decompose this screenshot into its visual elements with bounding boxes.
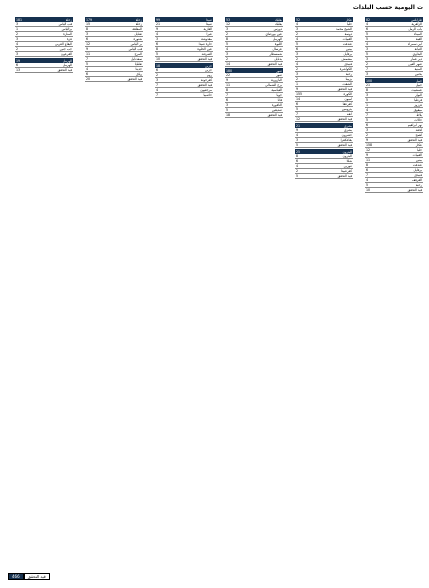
town-count: 14: [296, 97, 301, 101]
town-name: غزة: [66, 37, 72, 41]
town-name: المعلقة: [132, 27, 142, 31]
town-name: ضهر العين: [408, 62, 422, 66]
town-count: 7: [366, 67, 369, 71]
town-name: الميناء: [413, 32, 422, 36]
town-name: بترومين: [341, 107, 352, 111]
town-count: 82: [366, 17, 371, 22]
town-count: 4: [296, 133, 299, 137]
town-count: 2: [366, 62, 369, 66]
town-name: الكورة: [343, 92, 352, 96]
town-count: 12: [226, 22, 231, 26]
town-count: 2: [156, 73, 159, 77]
town-row: [155, 93, 213, 98]
town-name: المرج: [134, 52, 142, 56]
town-count: 3: [16, 22, 19, 26]
town-name: البقاع الغربي: [54, 42, 72, 46]
town-name: مشمش: [341, 57, 352, 61]
town-count: 5: [296, 42, 299, 46]
town-name: الهرمل: [62, 63, 72, 67]
page-title: ت اليومية حسب البلدات: [352, 4, 423, 11]
town-count: 3: [366, 72, 369, 76]
town-count: 6: [296, 159, 299, 163]
town-name: مرجعيون: [200, 88, 212, 92]
town-count: 2: [296, 169, 299, 173]
town-name: جبيل: [415, 83, 422, 87]
town-name: انفه: [346, 112, 352, 116]
town-count: 4: [156, 32, 159, 36]
town-count: 180: [226, 68, 233, 73]
town-count: 3: [156, 78, 159, 82]
town-count: 2: [296, 67, 299, 71]
town-name: سعدنايل: [130, 57, 142, 61]
town-name: الصرفند: [201, 52, 212, 56]
town-count: 10: [156, 57, 161, 61]
town-row: [225, 113, 283, 118]
town-name: دوسة: [344, 32, 352, 36]
town-name: نهر ابراهيم: [407, 123, 422, 127]
town-count: 4: [296, 37, 299, 41]
town-count: 7: [156, 83, 159, 87]
town-count: 53: [226, 17, 231, 22]
town-count: 1: [16, 27, 19, 31]
town-count: 4: [156, 88, 159, 92]
town-count: 6: [16, 63, 19, 67]
town-count: 2: [226, 57, 229, 61]
town-name: قيد التحقق: [407, 138, 422, 142]
town-count: 7: [296, 112, 299, 116]
town-count: 3: [366, 128, 369, 132]
town-count: 7: [366, 113, 369, 117]
town-count: 179: [86, 17, 93, 22]
town-name: زحلة: [65, 17, 72, 22]
town-count: 9: [156, 27, 159, 31]
town-count: 100: [366, 78, 373, 83]
town-name: قيد التحقق: [337, 117, 352, 121]
town-name: قيد التحقق: [57, 68, 72, 72]
town-count: 4: [16, 42, 19, 46]
town-name: القبيات: [342, 37, 352, 41]
town-count: 6: [366, 27, 369, 31]
town-name: روم: [206, 73, 212, 77]
town-name: كفرعبيدا: [340, 169, 352, 173]
town-count: 7: [156, 93, 159, 97]
town-name: شمسطار: [269, 52, 282, 56]
town-count: 10: [366, 188, 371, 192]
town-name: رحبة: [345, 72, 352, 76]
town-count: 7: [86, 57, 89, 61]
town-count: 11: [226, 83, 231, 87]
town-count: 1: [366, 103, 369, 107]
town-count: 3: [156, 37, 159, 41]
town-count: 18: [156, 63, 161, 68]
town-name: فنيدق: [414, 173, 422, 177]
town-name: حلبا: [417, 148, 422, 152]
town-name: قيد التحقق: [337, 143, 352, 147]
town-count: 9: [366, 153, 369, 157]
town-count: 6: [296, 102, 299, 106]
town-count: 6: [156, 42, 159, 46]
town-row: [365, 72, 423, 77]
town-name: دير عمار: [410, 57, 422, 61]
town-name: لحفد: [415, 128, 422, 132]
town-count: 9: [226, 78, 229, 82]
town-name: برقايل: [343, 52, 352, 56]
town-name: ابي سمراء: [407, 42, 422, 46]
town-count: 3: [296, 27, 299, 31]
town-name: طرابلس: [410, 17, 422, 22]
town-name: المنية: [414, 67, 422, 71]
town-name: الهرمل: [272, 37, 282, 41]
town-count: 9: [296, 87, 299, 91]
town-name: قيد التحقق: [197, 57, 212, 61]
town-name: ببنين: [415, 158, 422, 162]
town-count: 3: [366, 57, 369, 61]
town-name: قيد التحقق: [407, 188, 422, 192]
town-count: 3: [296, 52, 299, 56]
town-name: عكار: [345, 17, 352, 22]
town-name: برج الشمالي: [265, 83, 282, 87]
town-name: التبانة: [414, 47, 422, 51]
town-name: رحبة: [415, 183, 422, 187]
town-count: 14: [226, 62, 231, 66]
town-count: 8: [226, 37, 229, 41]
town-count: 9: [296, 128, 299, 132]
town-count: 5: [366, 118, 369, 122]
town-name: البوار: [415, 93, 422, 97]
town-count: 155: [296, 92, 303, 96]
town-name: شتورة: [133, 37, 142, 41]
town-count: 22: [226, 73, 231, 77]
town-count: 8: [156, 47, 159, 51]
town-name: جديتا: [135, 67, 142, 71]
town-name: زحلة: [135, 22, 142, 26]
town-name: البترون: [342, 154, 352, 158]
town-name: بر الياس: [130, 42, 142, 46]
town-name: ببنين: [345, 47, 352, 51]
town-name: تعلبايا: [134, 62, 142, 66]
town-row: [15, 52, 73, 57]
town-count: 99: [156, 17, 161, 22]
town-name: صيدا: [205, 22, 212, 26]
town-name: الزاهرية: [411, 22, 422, 26]
town-count: 4: [366, 22, 369, 26]
town-name: فنيدق: [344, 62, 352, 66]
town-count: 2: [296, 32, 299, 36]
town-name: بدنايل: [274, 57, 282, 61]
town-count: 4: [226, 47, 229, 51]
town-name: قب الياس: [128, 47, 142, 51]
town-count: 6: [226, 98, 229, 102]
town-name: بعلبك: [274, 17, 282, 22]
town-count: 8: [296, 154, 299, 158]
town-name: صور: [276, 68, 282, 73]
town-count: 5: [226, 42, 229, 46]
town-name: القرعون: [60, 52, 72, 56]
town-count: 21: [296, 123, 301, 128]
town-count: 8: [366, 163, 369, 167]
town-name: صيدا: [205, 17, 212, 22]
town-count: 2: [16, 32, 19, 36]
town-name: عين بورضاي: [265, 32, 282, 36]
town-name: مغدوشة: [201, 37, 212, 41]
town-name: بزبينا: [345, 77, 352, 81]
town-count: 181: [16, 17, 23, 22]
town-count: 4: [366, 108, 369, 112]
town-row: [365, 188, 423, 193]
town-name: عرسال: [272, 47, 282, 51]
town-name: حارة صيدا: [198, 42, 212, 46]
town-count: 5: [366, 32, 369, 36]
town-name: صور: [276, 73, 282, 77]
town-name: بعلبك: [274, 22, 282, 26]
town-count: 6: [296, 47, 299, 51]
town-count: 8: [226, 88, 229, 92]
town-name: عكار: [415, 143, 422, 147]
town-name: شكا: [346, 159, 352, 163]
town-count: 3: [366, 93, 369, 97]
town-name: بحنين: [414, 72, 422, 76]
town-name: جويا: [276, 93, 282, 97]
town-name: بشري: [344, 128, 352, 132]
town-count: 3: [226, 52, 229, 56]
town-count: 3: [226, 103, 229, 107]
town-count: 5: [296, 107, 299, 111]
town-name: بقاعكفرا: [340, 138, 352, 142]
town-count: 5: [296, 143, 299, 147]
town-count: 3: [296, 72, 299, 76]
town-count: 4: [366, 178, 369, 182]
town-name: قب الياس: [58, 22, 72, 26]
town-name: عبرا: [206, 32, 212, 36]
town-count: 6: [366, 168, 369, 172]
town-name: جزين: [204, 68, 212, 72]
town-count: 5: [366, 37, 369, 41]
district-column: [155, 16, 213, 98]
town-count: 1: [296, 82, 299, 86]
town-count: 5: [366, 98, 369, 102]
town-name: قيد التحقق: [267, 113, 282, 117]
town-count: 5: [366, 183, 369, 187]
town-row: [225, 62, 283, 67]
town-count: 4: [296, 164, 299, 168]
town-count: 6: [86, 37, 89, 41]
town-count: 15: [86, 22, 91, 26]
town-count: 20: [86, 77, 91, 81]
town-name: قيد التحقق: [337, 174, 352, 178]
town-count: 2: [366, 133, 369, 137]
town-name: زحلة: [135, 17, 142, 22]
town-name: عين الحلوة: [197, 47, 212, 51]
town-count: 4: [366, 42, 369, 46]
town-name: اللبوة: [274, 42, 282, 46]
town-name: جب جنين: [59, 47, 72, 51]
town-count: 158: [366, 143, 373, 147]
town-name: الكواشرة: [339, 67, 352, 71]
town-name: العباسية: [271, 88, 282, 92]
town-name: تنورين: [343, 164, 352, 168]
town-count: 5: [86, 62, 89, 66]
town-count: 4: [296, 22, 299, 26]
town-count: 5: [226, 108, 229, 112]
town-name: جبيل: [415, 78, 422, 83]
town-row: [295, 143, 353, 148]
town-name: القبة: [415, 37, 422, 41]
town-name: غرزوز: [413, 103, 422, 107]
town-name: رياق: [136, 72, 142, 76]
town-name: كفرحونة: [200, 78, 212, 82]
town-name: قانا: [277, 98, 282, 102]
town-name: عمشيت: [411, 88, 422, 92]
town-count: 2: [226, 32, 229, 36]
total-value: 466: [8, 573, 24, 580]
town-count: 3: [366, 47, 369, 51]
town-count: 21: [366, 83, 371, 87]
district-column: [225, 16, 283, 118]
town-name: البترون: [342, 149, 352, 154]
town-name: المنارة: [63, 32, 72, 36]
town-count: 12: [86, 42, 91, 46]
town-name: قيد التحقق: [197, 83, 212, 87]
town-row: [295, 117, 353, 122]
town-count: 12: [296, 117, 301, 121]
town-row: [85, 77, 143, 82]
town-count: 4: [86, 67, 89, 71]
total-label: قيد التحقق: [24, 573, 50, 580]
town-name: كفرعقا: [342, 102, 352, 106]
town-count: 6: [86, 72, 89, 76]
town-count: 3: [16, 52, 19, 56]
town-name: الهرمل: [62, 58, 72, 63]
town-name: قرطبا: [414, 98, 422, 102]
town-name: الشيخ محمد: [335, 27, 352, 31]
town-count: 2: [16, 47, 19, 51]
town-count: 11: [366, 158, 371, 162]
town-count: 19: [16, 58, 21, 63]
town-count: 5: [366, 52, 369, 56]
town-name: عندقت: [412, 163, 422, 167]
town-name: جزين: [204, 63, 212, 68]
town-count: 7: [366, 173, 369, 177]
town-count: 2: [296, 77, 299, 81]
district-column: [365, 16, 423, 193]
total-row: [8, 573, 50, 580]
town-name: ميفوق: [413, 108, 422, 112]
town-name: بلاط: [416, 113, 422, 117]
town-name: باب الرمل: [408, 27, 422, 31]
town-count: 7: [226, 93, 229, 97]
town-count: 3: [16, 37, 19, 41]
town-count: 52: [296, 17, 301, 22]
town-name: البداوي: [412, 52, 422, 56]
town-count: 11: [86, 52, 91, 56]
town-count: 21: [156, 22, 161, 26]
district-column: [295, 16, 353, 179]
town-name: برالياس: [61, 27, 72, 31]
town-count: 9: [86, 47, 89, 51]
town-count: 3: [86, 32, 89, 36]
town-name: بشري: [344, 123, 352, 128]
town-name: قيد التحقق: [267, 62, 282, 66]
town-name: اميون: [344, 97, 352, 101]
town-name: تعنايل: [134, 32, 142, 36]
town-name: الناقورة: [271, 103, 282, 107]
town-count: 18: [226, 113, 231, 117]
town-count: 5: [156, 52, 159, 56]
town-count: 5: [296, 174, 299, 178]
town-row: [155, 57, 213, 62]
town-count: 3: [226, 27, 229, 31]
town-row: [15, 68, 73, 73]
town-name: حلبا: [347, 22, 352, 26]
district-column: [15, 16, 73, 73]
town-count: 6: [156, 68, 159, 72]
town-count: 9: [366, 138, 369, 142]
town-name: عندقت: [342, 42, 352, 46]
town-row: [295, 174, 353, 179]
town-count: 4: [296, 62, 299, 66]
town-name: دورس: [273, 27, 282, 31]
town-name: قيد التحقق: [127, 77, 142, 81]
town-name: القبيات: [412, 153, 422, 157]
town-count: 25: [296, 149, 301, 154]
town-name: اهمج: [415, 133, 422, 137]
town-count: 3: [296, 138, 299, 142]
town-name: حاصبيا: [203, 93, 212, 97]
town-count: 2: [296, 57, 299, 61]
town-count: 8: [86, 27, 89, 31]
town-name: البازورية: [270, 78, 282, 82]
town-count: 8: [366, 88, 369, 92]
town-name: الشفت: [342, 82, 352, 86]
town-count: 12: [366, 148, 371, 152]
town-count: 6: [366, 123, 369, 127]
town-name: القرقف: [411, 178, 422, 182]
town-name: الغازية: [203, 27, 212, 31]
town-name: قيد التحقق: [337, 87, 352, 91]
town-name: حالات: [414, 118, 422, 122]
town-count: 13: [16, 68, 21, 72]
town-name: برقايل: [413, 168, 422, 172]
town-name: حصرون: [341, 133, 352, 137]
town-name: صديقين: [271, 108, 282, 112]
district-column: [85, 16, 143, 82]
